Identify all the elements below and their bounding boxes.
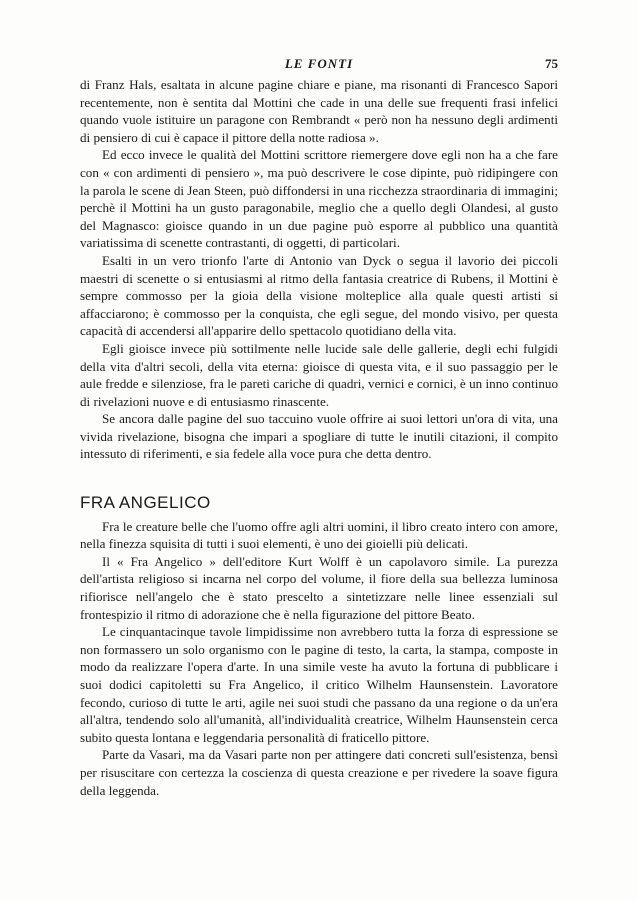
running-head: [80, 56, 558, 74]
section-title: FRA ANGELICO: [80, 493, 211, 513]
paragraph: Parte da Vasari, ma da Vasari parte non per attingere dati concreti sull'esistenza, bensì per risuscitare con certezza la coscienza di questa creazione e per rivedere la soave figura della leggenda.: [80, 747, 558, 798]
body-text: [80, 76, 558, 799]
running-title: LE FONTI: [284, 56, 354, 71]
paragraph: di Franz Hals, esaltata in alcune pagine chiare e piane, ma risonanti di Francesco Sapori recentemente, non è sentita dal Mottini che cade in una delle sue frequenti frasi infelici quando vuole istituire un paragone con Rembrandt « però non ha nessuno degli ardimenti di pensiero di cui è capace il pittore della notte radiosa ».: [80, 77, 558, 145]
page-number: 75: [545, 56, 558, 71]
paragraph: Le cinquantacinque tavole limpidissime non avrebbero tutta la forza di espressione se non formassero un solo organismo con le pagine di testo, la carta, la stampa, composte in modo da realizzare l'opera d'arte. In una simile veste ha avuto la fortuna di pubblicare i suoi dodici capitoletti su Fra Angelico, il critico Wilhelm Haunsenstein. Lavoratore fecondo, curioso di tutte le arti, agile nei suoi studi che passano da una regione o da un'era all'altra, tendendo solo all'umanità, all'individualità creatrice, Wilhelm Haunsenstein cerca subito questa lontana e leggendaria personalità di fraticello pittore.: [80, 624, 558, 745]
paragraph: Se ancora dalle pagine del suo taccuino vuole offrire ai suoi lettori un'ora di vita, una vivida rivelazione, bisogna che impari a spogliare di tutte le inutili citazioni, il compito intessuto di riferimenti, e sia fedele alla voce pura che detta dentro.: [80, 411, 558, 462]
paragraph: Il « Fra Angelico » dell'editore Kurt Wolff è un capolavoro simile. La purezza dell'artista religioso si incarna nel corpo del volume, il fiore della sua bellezza luminosa rifiorisce nell'angelo che è stato prescelto a sintetizzare nelle linee essenziali sul frontespizio il ritmo di adorazione che è nella figurazione del pittore Beato.: [80, 553, 558, 622]
paragraph: Fra le creature belle che l'uomo offre agli altri uomini, il libro creato intero con amore, nella finezza squisita di tutti i suoi elementi, è uno dei gioielli più delicati.: [80, 518, 558, 552]
paragraph: Esalti in un vero trionfo l'arte di Antonio van Dyck o segua il lavorio dei piccoli maestri di scenette o si entusiasmi al ritmo della fantasia creatrice di Rubens, il Mottini è sempre commosso per la gioia della visione molteplice alla quale questi artisti si affacciarono; è commosso per la conquista, che egli segue, del mondo visivo, per questa capacità di accendersi all'apparire dello spettacolo quotidiano della vita.: [80, 252, 558, 339]
paragraph: Egli gioisce invece più sottilmente nelle lucide sale delle gallerie, degli echi fulgidi della vita d'altri secoli, della vita eterna: gioisce di questa vita, e il suo passaggio per le aule fredde e silenziose, fra le pareti cariche di quadri, vernici e cornici, è un inno continuo di rivelazioni nuove e di entusiasmo rinascente.: [80, 340, 558, 409]
paragraph: Ed ecco invece le qualità del Mottini scrittore riemergere dove egli non ha a che fare con « con ardimenti di pensiero », ma può descrivere le cose dipinte, può ridipingere con la parola le scene di Jean Steen, può diffondersi in una ricchezza straordinaria di immagini; perchè il Mottini ha un gusto paragonabile, meglio che a quello degli Olandesi, al gusto del Magnasco: gioisce quando in un due pagine può esporre al pubblico una quantità variatissima di scenette contrastanti, di oggetti, di particolari.: [80, 147, 558, 251]
